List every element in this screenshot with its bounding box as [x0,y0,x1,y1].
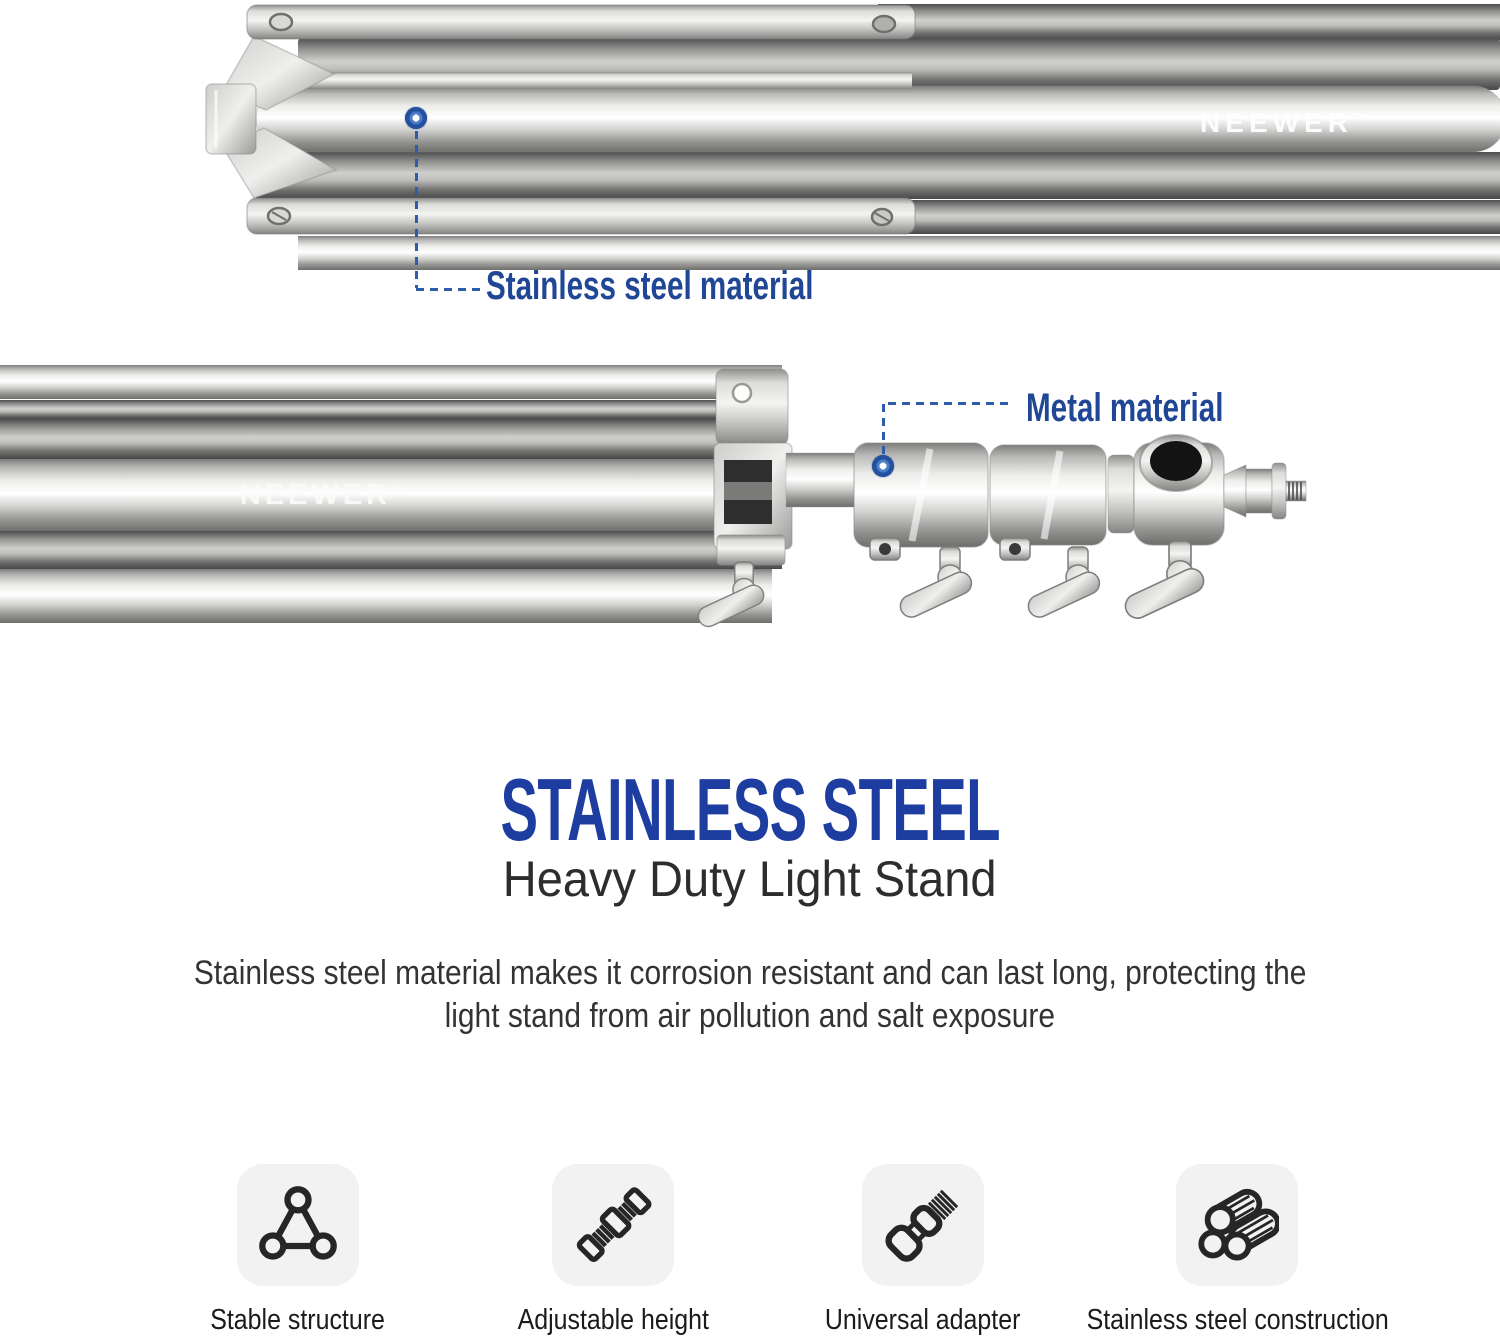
stable-structure-icon [256,1183,340,1267]
description-line-1: Stainless steel material makes it corrosion resistant and can last long, protecting the [193,954,1307,992]
bottom-flat-rail [247,198,915,234]
callout-dashed-line [415,131,418,288]
callout-dot-icon [404,106,428,130]
feature-label: Stainless steel construction [1086,1304,1389,1336]
top-photo-folded-light-stand [0,0,1500,270]
neewer-logo-top: NEEWER™ [1200,107,1366,138]
grip-head-with-receiver [1134,435,1224,545]
leg-hub-bracket [714,369,792,565]
neewer-logo-middle: NEEWER™ [239,479,405,511]
feature-steel-construction [1062,1164,1412,1337]
top-flat-rail [247,5,915,39]
feature-stable-structure [138,1164,458,1337]
callout-dashed-line [888,402,1014,405]
feature-label: Adjustable height [517,1304,709,1336]
callout-label-stainless: Stainless steel material [486,264,814,308]
description-line-2: light stand from air pollution and salt exposure [444,997,1056,1035]
callout-label-metal: Metal material [1026,386,1224,430]
middle-photo-light-stand-head [0,357,1500,637]
page-subtitle: Heavy Duty Light Stand [503,851,997,907]
feature-adjustable-height [453,1164,773,1337]
page-title: STAINLESS STEEL [500,760,1000,859]
feature-tile [862,1164,984,1286]
description [0,952,1500,1038]
feature-tile [552,1164,674,1286]
callout-dashed-line [882,404,885,454]
feature-universal-adapter [763,1164,1083,1337]
feature-tile [237,1164,359,1286]
feature-label: Stable structure [210,1304,386,1336]
mounting-stud [1224,463,1306,519]
stand-column-and-collars [786,443,1134,560]
universal-adapter-icon [881,1183,965,1267]
callout-dashed-line [416,288,480,291]
feature-label: Universal adapter [825,1304,1021,1336]
feature-tile [1176,1164,1298,1286]
adjustable-height-icon [571,1183,655,1267]
callout-dot-icon [871,454,895,478]
steel-tubes-icon [1195,1183,1279,1267]
